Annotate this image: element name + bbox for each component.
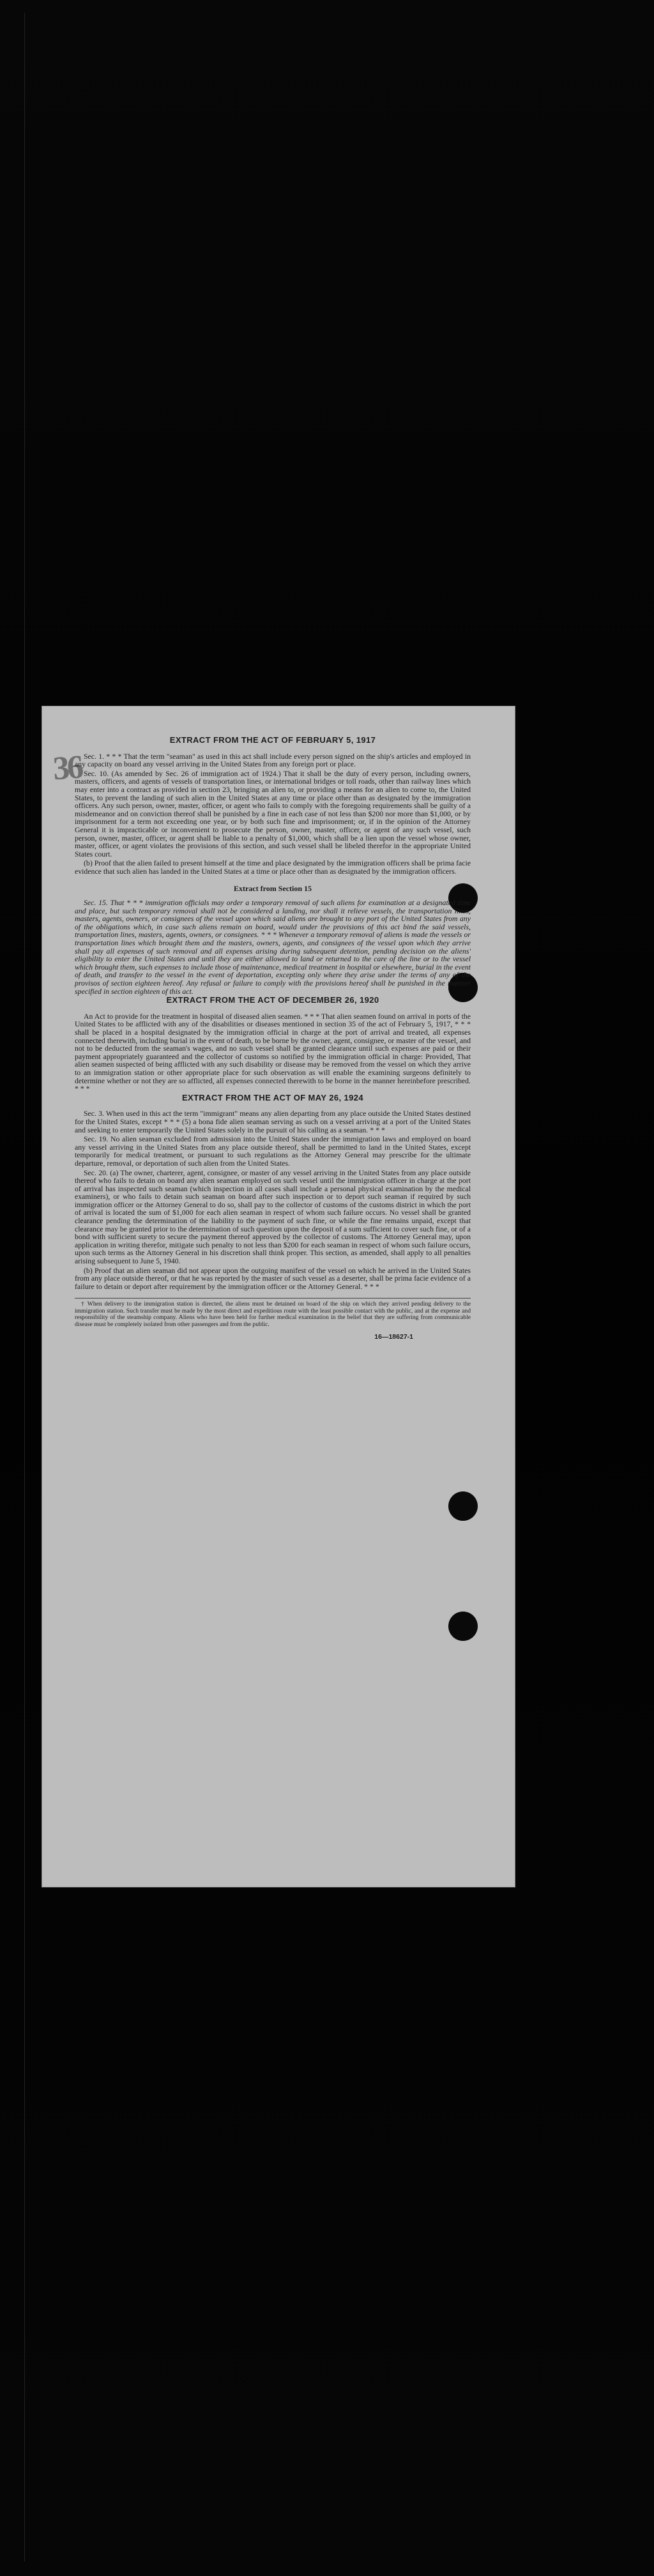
section-paragraph: Sec. 3. When used in this act the term "immigrant" means any alien departing from any place outside the United States destined for the United States, except * * * (5) a bona fide alien seaman serving as such on a vessel arriving at a port of the United States and seeking to enter temporarily the United States solely in the pursuit of his calling as a seaman. * * * xyxy=(75,1109,471,1134)
document-body xyxy=(75,736,471,1341)
section-paragraph: (b) Proof that an alien seaman did not appear upon the outgoing manifest of the vessel on which he arrived in the United States from any place outside thereof, or that he was reported by the master of such vessel as a deserter, shall be prima facie evidence of a failure to detain or deport after requirement by the immigration officer or the Attorney General. * * * xyxy=(75,1265,471,1291)
section-paragraph: Sec. 10. (As amended by Sec. 26 of immigration act of 1924.) That it shall be the duty of every person, including owners, masters, officers, and agents of vessels of transportation lines, or international bridges or toll roads, other than railway lines which may enter into a contract as provided in section 23, bringing an alien to, or providing a means for an alien to come to, the United States, to prevent the landing of such alien in the United States at any time or place other than as designated by the immigration officers. Any such person, owner, master, officer, or agent who fails to comply with the foregoing requirements shall be guilty of a misdemeanor and on conviction thereof shall be punished by a fine in each case of not less than $200 nor more than $1,000, or by imprisonment for a term not exceeding one year, or by both such fine and imprisonment; or, if in the opinion of the Attorney General it is impracticable or inconvenient to prosecute the person, owner, master, officer, or agent of any such vessel, such person, owner, master, officer, or agent shall be liable to a penalty of $1,000, which shall be a lien upon the vessel whose owner, master, officer, or agent violates the provisions of this section, and such vessel shall be libeled therefor in the appropriate United States court. xyxy=(75,768,471,858)
footnote xyxy=(75,1298,471,1328)
section-heading: EXTRACT FROM THE ACT OF DECEMBER 26, 1920 xyxy=(166,995,379,1005)
film-edge xyxy=(24,13,25,2561)
punch-hole xyxy=(448,1491,478,1521)
footnote-text: † When delivery to the immigration station is directed, the aliens must be detained on board of the ship on which they arrived pending delivery to the immigration station. Such transfer must be made by the most direct and expeditious route with the least possible contact with the public, and at the expense and responsibility of the steamship company. Aliens who have been held for further medical examination in the belief that they are suffering from communicable disease must be completely isolated from other passengers and from the public. xyxy=(75,1300,471,1328)
page-stamp: 36 xyxy=(52,749,82,788)
section-paragraph: Sec. 20. (a) The owner, charterer, agent, consignee, or master of any vessel arriving in the United States from any place outside thereof who fails to detain on board any alien seaman employed on such vessel until the immigration officer in charge at the port of arrival has inspected such seaman (which inspection in all cases shall include a personal physical examination by the medical examiners), or who fails to detain such seaman on board after such inspection or to deport such seaman if required by such immigration officer or the Attorney General to do so, shall pay to the collector of customs of the customs district in which the port of arrival is located the sum of $1,000 for each alien seaman in respect of whom such failure occurs. No vessel shall be granted clearance pending the determination of the liability to the payment of such fine, or while the fine remains unpaid, except that clearance may be granted prior to the determination of such question upon the deposit of a sum sufficient to cover such fine, or of a bond with sufficient surety to secure the payment thereof approved by the collector of customs. The Attorney General may, upon application in writing therefor, mitigate such penalty to not less than $200 for each seaman in respect of whom such failure occurs, upon such terms as the Attorney General in his discretion shall think proper. This section, as amended, shall apply to all penalties arising subsequent to June 5, 1940. xyxy=(75,1168,471,1266)
print-code: 16—18627-1 xyxy=(374,1333,413,1341)
section-heading: Extract from Section 15 xyxy=(233,883,312,893)
punch-hole xyxy=(448,1612,478,1641)
section-paragraph: Sec. 1. * * * That the term "seaman" as used in this act shall include every person signed on the ship's articles and employed in any capacity on board any vessel arriving in the United States from any foreign port or place. xyxy=(75,751,471,769)
section-heading: EXTRACT FROM THE ACT OF MAY 26, 1924 xyxy=(181,1092,364,1102)
section-paragraph: An Act to provide for the treatment in hospital of diseased alien seamen. * * * That alien seamen found on arrival in ports of the United States to be afflicted with any of the disabilities or diseases mentioned in section 35 of the act of February 5, 1917, * * * shall be placed in a hospital designated by the immigration official in charge at the port of arrival and treated, all expenses connected therewith, including burial in the event of death, to be borne by the owner, agent, consignee, or master of the vessel, and not to be deducted from the seaman's wages, and no such vessel shall be granted clearance until such expenses are paid or their payment appropriately guaranteed and the collector of customs so notified by the immigration official in charge: Provided, That alien seamen suspected of being afflicted with any such disability or disease may be removed from the vessel on which they arrive to an immigration station or other appropriate place for such observation as will enable the examining surgeons definitely to determine whether or not they are so afflicted, all expenses connected therewith to be borne in the manner hereinbefore prescribed. * * * xyxy=(75,1011,471,1094)
document-page xyxy=(42,706,515,1887)
section-paragraph: Sec. 15. That * * * immigration officials may order a temporary removal of such aliens for examination at a designated time and place, but such temporary removal shall not be considered a landing, nor shall it relieve vessels, the transportation lines, masters, agents, owners, or consignees of the vessel upon which said aliens are brought to any port of the United States from any of the obligations which, in case such aliens remain on board, would under the provisions of this act bind the said vessels, transportation lines, masters, agents, owners, or consignees. * * * Whenever a temporary removal of aliens is made the vessels or transportation lines which brought them and the masters, owners, agents, and consignees of the vessel upon which they arrive shall pay all expenses of such removal and all expenses arising during subsequent detention, pending decision on the aliens' eligibility to enter the United States and until they are either allowed to land or returned to the care of the line or to the vessel which brought them, such expenses to include those of maintenance, medical treatment in hospital or elsewhere, burial in the event of death, and transfer to the vessel in the event of deportation, excepting only where they arise under the terms of any of the provisos of section eighteen hereof. Any refusal or failure to comply with the provisions hereof shall be punished in the manner specified in section eighteen of this act. xyxy=(75,898,471,996)
section-paragraph: (b) Proof that the alien failed to present himself at the time and place designated by the immigration officers shall be prima facie evidence that such alien has landed in the United States at a time or place other than as designated by the immigration officers. xyxy=(75,858,471,876)
section-paragraph: Sec. 19. No alien seaman excluded from admission into the United States under the immigration laws and employed on board any vessel arriving in the United States from any place outside thereof, shall be permitted to land in the United States, except temporarily for medical treatment, or pursuant to such regulations as the Attorney General may prescribe for the ultimate departure, removal, or deportation of such alien from the United States. xyxy=(75,1134,471,1168)
section-heading: EXTRACT FROM THE ACT OF FEBRUARY 5, 1917 xyxy=(169,735,376,745)
